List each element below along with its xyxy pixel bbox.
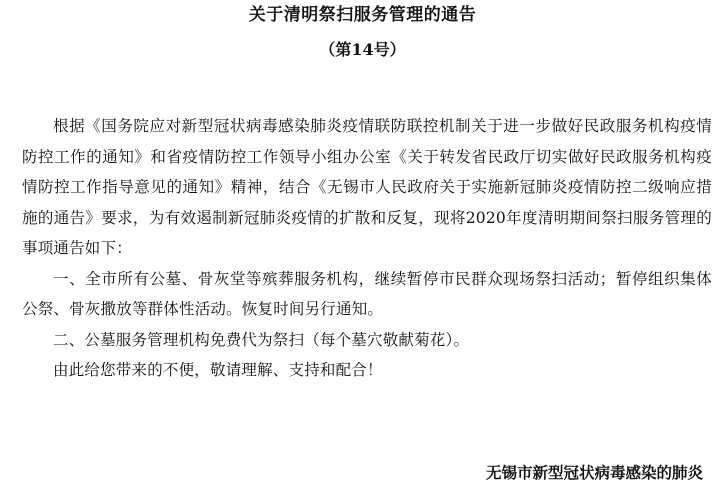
body-paragraph-closing: 由此给您带来的不便，敬请理解、支持和配合！ <box>53 361 383 379</box>
body-paragraph-item-1: 一、全市所有公墓、骨灰堂等殡葬服务机构，继续暂停市民群众现场祭扫活动；暂停组织集体公祭、骨灰撒放等群体性活动。恢复时间另行通知。 <box>22 269 712 318</box>
document-title: 关于清明祭扫服务管理的通告 <box>248 5 477 25</box>
body-paragraph-basis: 根据《国务院应对新型冠状病毒感染肺炎疫情联防联控机制关于进一步做好民政服务机构疫情防控工作的通知》和省疫情防控工作领导小组办公室《关于转发省民政厅切实做好民政服务机构疫情防控工作指导意见的通知》精神，结合《无锡市人民政府关于实施新冠肺炎疫情防控二级响应措施的通告》要求，为有效遏制新冠肺炎疫情的扩散和反复，现将2020年度清明期间祭扫服务管理的事项通告如下： <box>22 117 712 257</box>
body-paragraph-item-2: 二、公墓服务管理机构免费代为祭扫（每个墓穴敬献菊花）。 <box>53 330 470 349</box>
issuer-signature: 无锡市新型冠状病毒感染的肺炎 <box>485 464 703 482</box>
document-number: （第14号） <box>319 40 406 59</box>
document-body <box>22 111 712 386</box>
